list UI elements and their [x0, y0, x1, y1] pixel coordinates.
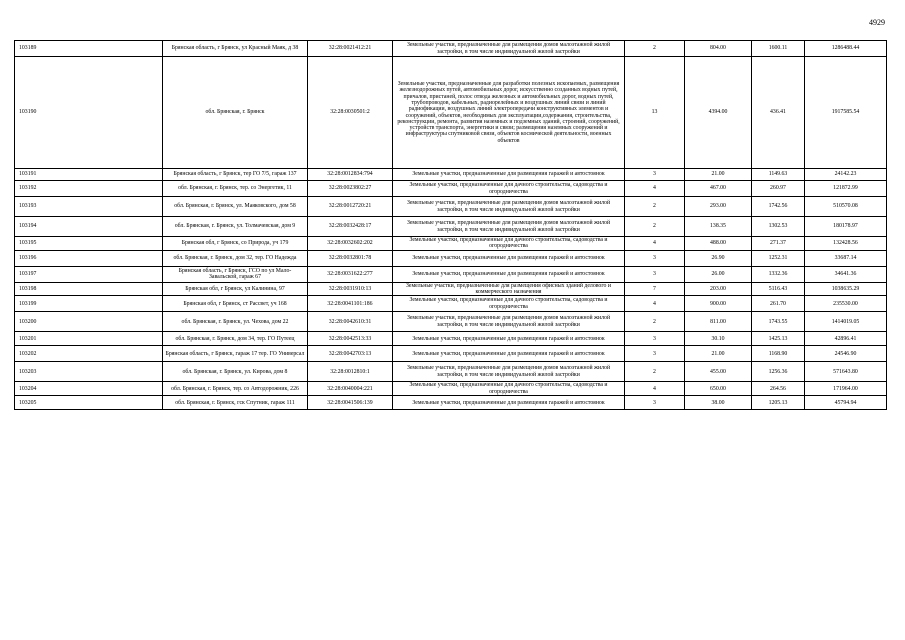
cell-area: 4394.00: [685, 57, 752, 169]
cell-address: обл. Брянская, г. Брянск, ул. Маяковского, дом 58: [163, 197, 308, 217]
cell-land-use: Земельные участки, предназначенные для размещения гаражей и автостоянок: [393, 332, 625, 346]
cell-group: 7: [625, 282, 685, 296]
cell-id: 103199: [15, 296, 163, 312]
cell-area: 455.00: [685, 362, 752, 382]
cell-group: 13: [625, 57, 685, 169]
cell-area: 30.10: [685, 332, 752, 346]
cell-specific-value: 1743.55: [752, 312, 805, 332]
cell-group: 3: [625, 332, 685, 346]
table-row: [15, 266, 887, 282]
cell-cadastral-number: 32:28:0012810:1: [308, 362, 393, 382]
cell-id: 103200: [15, 312, 163, 332]
cell-address: обл. Брянская, г. Брянск, ул. Толмачевская, дом 9: [163, 217, 308, 237]
cell-cadastral-number: 32:28:0040004:221: [308, 382, 393, 396]
table-row: [15, 332, 887, 346]
cell-specific-value: 1332.36: [752, 266, 805, 282]
cell-area: 21.00: [685, 346, 752, 362]
cell-specific-value: 436.41: [752, 57, 805, 169]
cell-land-use: Земельные участки, предназначенные для дачного строительства, садоводства и огородничества: [393, 181, 625, 197]
cell-address: обл. Брянская, г. Брянск, дом 32, тер. ГО Надежда: [163, 250, 308, 266]
cell-specific-value: 1742.56: [752, 197, 805, 217]
cell-area: 26.00: [685, 266, 752, 282]
cell-group: 4: [625, 237, 685, 251]
cell-id: 103202: [15, 346, 163, 362]
cell-address: обл. Брянская, г. Брянск: [163, 57, 308, 169]
table-row: [15, 169, 887, 181]
cell-area: 804.00: [685, 41, 752, 57]
cell-address: Брянская обл, г Брянск, ул Калинина, 97: [163, 282, 308, 296]
table-row: [15, 396, 887, 410]
cell-land-use: Земельные участки, предназначенные для размещения гаражей и автостоянок: [393, 169, 625, 181]
cell-area: 21.00: [685, 169, 752, 181]
cell-cadastral-value: 1038635.29: [805, 282, 887, 296]
cell-land-use: Земельные участки, предназначенные для дачного строительства, садоводства и огородничества: [393, 382, 625, 396]
cell-address: обл. Брянская, г. Брянск, ул. Чехова, дом 22: [163, 312, 308, 332]
cell-land-use: Земельные участки, предназначенные для размещения гаражей и автостоянок: [393, 266, 625, 282]
cell-land-use: Земельные участки, предназначенные для размещения домов малоэтажной жилой застройки, в том числе индивидуальной жилой застройки: [393, 362, 625, 382]
table-row: [15, 197, 887, 217]
cell-land-use: Земельные участки, предназначенные для размещения гаражей и автостоянок: [393, 250, 625, 266]
cell-address: обл. Брянская, г. Брянск, ул. Кирова, дом 8: [163, 362, 308, 382]
cell-address: Брянская область, г Брянск, тер ГО 7/5, гараж 137: [163, 169, 308, 181]
table-row: [15, 382, 887, 396]
cell-address: Брянская область, г Брянск, ГСО по ул Мало-Завальской, гараж 67: [163, 266, 308, 282]
cell-cadastral-value: 571643.80: [805, 362, 887, 382]
cell-cadastral-number: 32:28:0012720:21: [308, 197, 393, 217]
cell-id: 103190: [15, 57, 163, 169]
cell-group: 2: [625, 217, 685, 237]
cell-id: 103196: [15, 250, 163, 266]
cell-area: 203.00: [685, 282, 752, 296]
cell-id: 103195: [15, 237, 163, 251]
cadastral-value-table: [14, 40, 887, 410]
cell-land-use: Земельные участки, предназначенные для размещения домов малоэтажной жилой застройки, в том числе индивидуальной жилой застройки: [393, 197, 625, 217]
table-body: [15, 41, 887, 410]
cell-cadastral-number: 32:28:0031910:13: [308, 282, 393, 296]
cell-id: 103198: [15, 282, 163, 296]
cell-specific-value: 5116.43: [752, 282, 805, 296]
cell-address: Брянская область, г Брянск, ул Красный Маяк, д 38: [163, 41, 308, 57]
cell-cadastral-number: 32:28:0030501:2: [308, 57, 393, 169]
cell-id: 103192: [15, 181, 163, 197]
cell-address: Брянская обл, г Брянск, ст Рассвет, уч 168: [163, 296, 308, 312]
cell-cadastral-number: 32:28:0041101:186: [308, 296, 393, 312]
cell-land-use: Земельные участки, предназначенные для размещения домов малоэтажной жилой застройки, в том числе индивидуальной жилой застройки: [393, 217, 625, 237]
cell-address: Брянская обл, г Брянск, со Природа, уч 179: [163, 237, 308, 251]
cell-address: обл. Брянская, г. Брянск, тер. со Автодорожник, 226: [163, 382, 308, 396]
cell-cadastral-value: 1414019.05: [805, 312, 887, 332]
cell-id: 103203: [15, 362, 163, 382]
cell-specific-value: 1205.13: [752, 396, 805, 410]
cell-land-use: Земельные участки, предназначенные для дачного строительства, садоводства и огородничества: [393, 237, 625, 251]
cell-specific-value: 1149.63: [752, 169, 805, 181]
cell-address: обл. Брянская, г. Брянск, гск Спутник, гараж 111: [163, 396, 308, 410]
cell-area: 900.00: [685, 296, 752, 312]
cell-cadastral-value: 180178.97: [805, 217, 887, 237]
cell-group: 2: [625, 197, 685, 217]
cell-area: 138.35: [685, 217, 752, 237]
cell-cadastral-value: 34641.36: [805, 266, 887, 282]
cell-cadastral-number: 32:28:0041506:139: [308, 396, 393, 410]
table-row: [15, 296, 887, 312]
cell-cadastral-value: 45794.94: [805, 396, 887, 410]
cell-area: 488.00: [685, 237, 752, 251]
cell-cadastral-value: 510570.08: [805, 197, 887, 217]
cell-land-use: Земельные участки, предназначенные для разработки полезных ископаемых, размещения железнодорожных путей, автомобильных дорог, искусственно созданных водных путей, причалов, пристаней, полос отвода железных и автомобильных дорог, водных путей, трубопроводов, кабельных, радиорелейных и воздушных линий связи и линий радиофикации, воздушных линий электропередачи конструктивных элементов и сооружений, объектов, необходимых для эксплуатации,содержания, строительства, реконструкции, ремонта, развития наземных и подземных зданий, строений, сооружений, устройств транспорта, энергетики и связи; размещения наземных сооружений и инфраструктуры спутниковой связи, объектов космической деятельности, военных объектов: [393, 57, 625, 169]
cell-cadastral-value: 33687.14: [805, 250, 887, 266]
cell-id: 103191: [15, 169, 163, 181]
cell-specific-value: 264.56: [752, 382, 805, 396]
cell-cadastral-number: 32:28:0021412:21: [308, 41, 393, 57]
cell-address: Брянская область, г Брянск, гараж 17 тер. ГО Универсал: [163, 346, 308, 362]
cell-area: 650.00: [685, 382, 752, 396]
cell-cadastral-value: 24546.90: [805, 346, 887, 362]
cell-id: 103205: [15, 396, 163, 410]
cell-specific-value: 271.37: [752, 237, 805, 251]
cell-specific-value: 1252.31: [752, 250, 805, 266]
cell-land-use: Земельные участки, предназначенные для размещения домов малоэтажной жилой застройки, в том числе индивидуальной жилой застройки: [393, 41, 625, 57]
cell-cadastral-number: 32:28:0031622:277: [308, 266, 393, 282]
cell-land-use: Земельные участки, предназначенные для дачного строительства, садоводства и огородничества: [393, 296, 625, 312]
cell-group: 4: [625, 382, 685, 396]
cell-cadastral-number: 32:28:0032801:78: [308, 250, 393, 266]
cell-land-use: Земельные участки, предназначенные для размещения гаражей и автостоянок: [393, 396, 625, 410]
cell-cadastral-value: 235530.00: [805, 296, 887, 312]
cell-cadastral-value: 1286488.44: [805, 41, 887, 57]
cell-group: 4: [625, 296, 685, 312]
cell-id: 103197: [15, 266, 163, 282]
cell-cadastral-number: 32:28:0012834:794: [308, 169, 393, 181]
cell-area: 293.00: [685, 197, 752, 217]
table-row: [15, 346, 887, 362]
cell-specific-value: 260.97: [752, 181, 805, 197]
cell-cadastral-number: 32:28:0023802:27: [308, 181, 393, 197]
table-row: [15, 181, 887, 197]
table-row: [15, 282, 887, 296]
cell-area: 38.00: [685, 396, 752, 410]
cell-area: 26.90: [685, 250, 752, 266]
cell-cadastral-number: 32:28:0042610:31: [308, 312, 393, 332]
cell-cadastral-value: 1917585.54: [805, 57, 887, 169]
cell-group: 3: [625, 169, 685, 181]
cell-area: 467.00: [685, 181, 752, 197]
cell-id: 103189: [15, 41, 163, 57]
cell-specific-value: 1168.90: [752, 346, 805, 362]
cell-specific-value: 1302.53: [752, 217, 805, 237]
cell-specific-value: 1600.11: [752, 41, 805, 57]
cell-land-use: Земельные участки, предназначенные для размещения гаражей и автостоянок: [393, 346, 625, 362]
cell-specific-value: 1256.36: [752, 362, 805, 382]
cell-cadastral-number: 32:28:0032428:17: [308, 217, 393, 237]
table-row: [15, 237, 887, 251]
cell-land-use: Земельные участки, предназначенные для размещения офисных зданий делового и коммерческого назначения: [393, 282, 625, 296]
cell-address: обл. Брянская, г. Брянск, дом 34, тер. ГО Путеец: [163, 332, 308, 346]
cell-cadastral-value: 121872.99: [805, 181, 887, 197]
cell-cadastral-value: 24142.23: [805, 169, 887, 181]
table-row: [15, 312, 887, 332]
cell-id: 103201: [15, 332, 163, 346]
cell-id: 103194: [15, 217, 163, 237]
cell-cadastral-number: 32:28:0042513:33: [308, 332, 393, 346]
page-number: 4929: [869, 18, 885, 27]
cell-cadastral-number: 32:28:0042703:13: [308, 346, 393, 362]
cell-group: 3: [625, 266, 685, 282]
cell-group: 2: [625, 362, 685, 382]
cell-id: 103204: [15, 382, 163, 396]
cell-cadastral-number: 32:28:0032602:202: [308, 237, 393, 251]
cell-cadastral-value: 132428.56: [805, 237, 887, 251]
cell-specific-value: 261.70: [752, 296, 805, 312]
cell-specific-value: 1425.13: [752, 332, 805, 346]
table-row: [15, 362, 887, 382]
cell-land-use: Земельные участки, предназначенные для размещения домов малоэтажной жилой застройки, в том числе индивидуальной жилой застройки: [393, 312, 625, 332]
table-row: [15, 250, 887, 266]
table-row: [15, 57, 887, 169]
cell-group: 2: [625, 312, 685, 332]
cell-group: 4: [625, 181, 685, 197]
cell-cadastral-value: 42896.41: [805, 332, 887, 346]
cell-group: 3: [625, 396, 685, 410]
cell-group: 3: [625, 346, 685, 362]
cell-cadastral-value: 171964.00: [805, 382, 887, 396]
table-row: [15, 217, 887, 237]
cell-group: 2: [625, 41, 685, 57]
cell-address: обл. Брянская, г. Брянск, тер. со Энергетик, 11: [163, 181, 308, 197]
table-row: [15, 41, 887, 57]
cell-area: 811.00: [685, 312, 752, 332]
cell-id: 103193: [15, 197, 163, 217]
cell-group: 3: [625, 250, 685, 266]
